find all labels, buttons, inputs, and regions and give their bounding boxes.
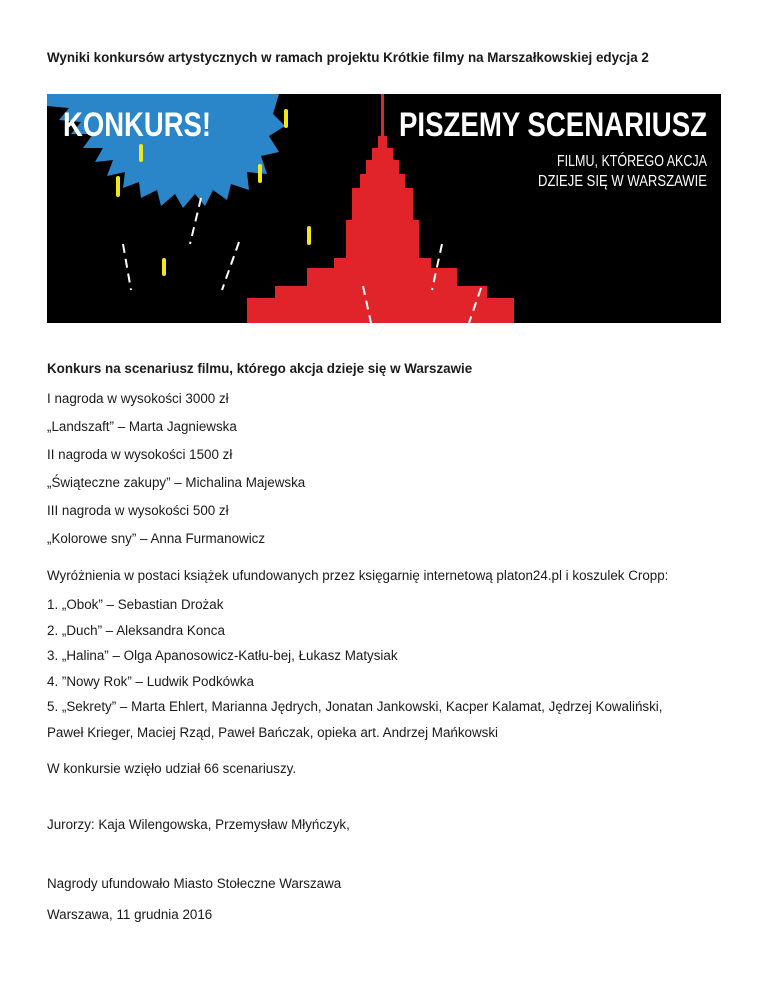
banner-subline-1: FILMU, KTÓREGO AKCJA [557,153,750,170]
list-item: 4. ”Nowy Rok” – Ludwik Podkówka [47,674,254,689]
list-item: 5. „Sekrety” – Marta Ehlert, Marianna Jędrych, Jonatan Jankowski, Kacper Kalamat, Jędrzej Kowaliński, [47,699,663,714]
prize-1-line: I nagroda w wysokości 3000 zł [47,391,229,406]
contest-heading: Konkurs na scenariusz filmu, którego akcja dzieje się w Warszawie [47,361,473,376]
document-title: Wyniki konkursów artystycznych w ramach projektu Krótkie filmy na Marszałkowskiej edycja 2 [47,50,649,65]
prize-1-winner: „Landszaft” – Marta Jagniewska [47,419,237,434]
banner-headline: PISZEMY SCENARIUSZ [399,106,707,144]
banner-subline-2: DZIEJE SIĘ W WARSZAWIE [538,173,707,190]
jury-line: Jurorzy: Kaja Wilengowska, Przemysław Młyńczyk, [47,817,350,832]
list-item: 3. „Halina” – Olga Apanosowicz-Katłu-bej, Łukasz Matysiak [47,648,398,663]
prize-2-line: II nagroda w wysokości 1500 zł [47,447,233,462]
participation-note: W konkursie wzięło udział 66 scenariuszy. [47,761,297,776]
list-item: 1. „Obok” – Sebastian Drożak [47,597,224,612]
banner-artwork [47,94,750,323]
prize-3-winner: „Kolorowe sny” – Anna Furmanowicz [47,531,266,546]
list-item-continuation: Paweł Krieger, Maciej Rząd, Paweł Bańczak, opieka art. Andrzej Mańkowski [47,725,499,740]
contest-banner [47,94,750,323]
prize-3-line: III nagroda w wysokości 500 zł [47,503,229,518]
prize-2-winner: „Świąteczne zakupy” – Michalina Majewska [47,475,306,490]
distinctions-intro: Wyróżnienia w postaci książek ufundowanych przez księgarnię internetową platon24.pl i koszulek Cropp: [47,568,669,583]
funding-line: Nagrody ufundowało Miasto Stołeczne Warszawa [47,876,342,891]
list-item: 2. „Duch” – Aleksandra Konca [47,623,225,638]
banner-badge-text: KONKURS! [63,106,211,144]
date-line: Warszawa, 11 grudnia 2016 [47,907,213,922]
